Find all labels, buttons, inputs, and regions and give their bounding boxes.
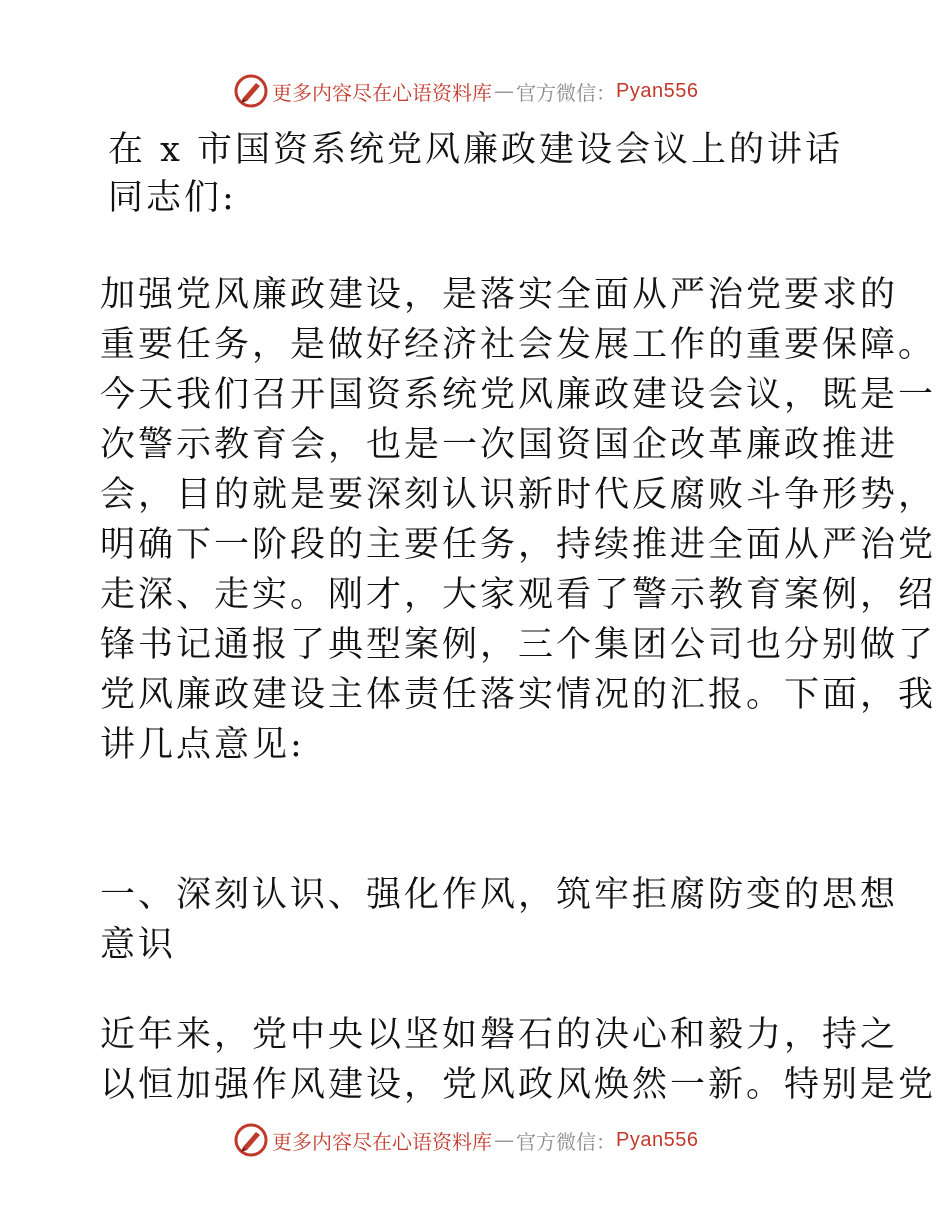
document-title: 在 x 市国资系统党风廉政建设会议上的讲话 [108,130,843,170]
heading-line: 意识 [100,925,177,965]
text-line: 讲几点意见: [100,725,305,765]
paragraph-1 [100,270,937,770]
watermark-wechat-id: Pyan556 [616,1128,699,1151]
text-line: 锋书记通报了典型案例，三个集团公司也分别做了 [100,625,937,665]
section-heading-1 [100,870,898,970]
paragraph-2 [100,1010,937,1110]
watermark-wechat-label: 官方微信： [516,1129,616,1154]
text-line: 今天我们召开国资系统党风廉政建设会议，既是一 [100,375,937,415]
watermark-text: 更多内容尽在心语资料库 [272,80,492,105]
watermark-wechat-label: 官方微信： [516,80,616,105]
text-line: 加强党风廉政建设，是落实全面从严治党要求的 [100,275,899,315]
watermark-wechat-id: Pyan556 [616,79,699,102]
text-line: 会，目的就是要深刻认识新时代反腐败斗争形势， [100,475,937,515]
watermark-separator: — [494,1128,514,1152]
text-line: 党风廉政建设主体责任落实情况的汇报。下面，我 [100,675,937,715]
text-line: 次警示教育会，也是一次国资国企改革廉政推进 [100,425,899,465]
salutation: 同志们: [108,178,237,218]
text-line: 近年来，党中央以坚如磐石的决心和毅力，持之 [100,1015,899,1055]
text-line: 明确下一阶段的主要任务，持续推进全面从严治党 [100,525,937,565]
header-watermark [234,73,698,109]
text-line: 重要任务，是做好经济社会发展工作的重要保障。 [100,325,937,365]
heading-line: 一、深刻认识、强化作风，筑牢拒腐防变的思想 [100,875,899,915]
text-line: 以恒加强作风建设，党风政风焕然一新。特别是党 [100,1065,937,1105]
watermark-text: 更多内容尽在心语资料库 [272,1129,492,1154]
pen-logo-icon [234,74,268,108]
text-line: 走深、走实。刚才，大家观看了警示教育案例，绍 [100,575,937,615]
footer-watermark [234,1122,698,1158]
pen-logo-icon [234,1123,268,1157]
watermark-separator: — [494,79,514,103]
